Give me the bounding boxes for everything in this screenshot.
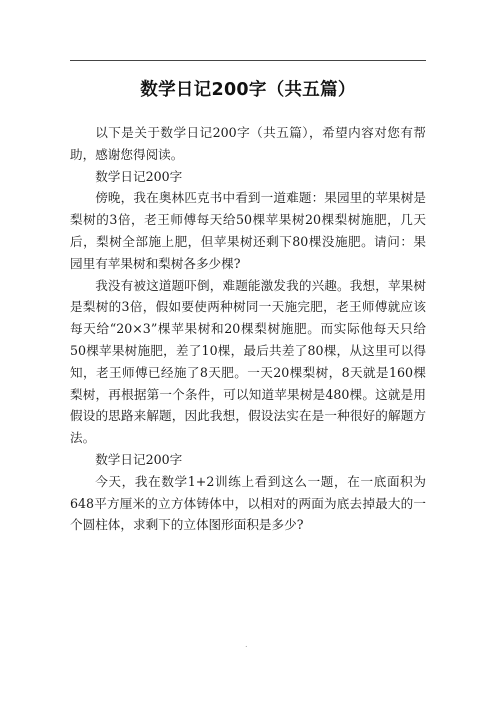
body-paragraph: 我没有被这道题吓倒，难题能激发我的兴趣。我想，苹果树是梨树的3倍，假如要使两种树同一天施完肥，老王师傅就应该每天给“20×3”棵苹果树和20棵梨树施肥。而实际他每天只给50棵苹果树施肥，差了10棵，最后共差了80棵，从这里可以得知，老王师傅已经施了8天肥。一天20棵梨树，8天就是160棵梨树，再根据第一个条件，可以知道苹果树是480棵。这就是用假设的思路来解题，因此我想，假设法实在是一种很好的解题方法。 xyxy=(70,277,426,446)
section-heading: 数学日记200字 xyxy=(95,168,183,184)
section-heading: 数学日记200字 xyxy=(95,451,183,467)
body-paragraph: 今天，我在数学1+2训练上看到这么一题，在一底面积为648平方厘米的立方体铸体中，以相对的两面为底去掉最大的一个圆柱体，求剩下的立体图形面积是多少? xyxy=(70,473,426,533)
document-body xyxy=(70,122,426,536)
body-paragraph: 傍晚，我在奥林匹克书中看到一道难题：果园里的苹果树是梨树的3倍，老王师傅每天给50棵苹果树20棵梨树施肥，几天后，梨树全部施上肥，但苹果树还剩下80棵没施肥。请问：果园里有苹果树和梨树各多少棵? xyxy=(70,190,426,271)
intro-paragraph: 以下是关于数学日记200字（共五篇），希望内容对您有帮助，感谢您得阅读。 xyxy=(70,125,426,162)
footer-mark: . xyxy=(245,640,248,649)
document-title: 数学日记200字（共五篇） xyxy=(140,80,356,100)
header-rule xyxy=(70,60,426,61)
